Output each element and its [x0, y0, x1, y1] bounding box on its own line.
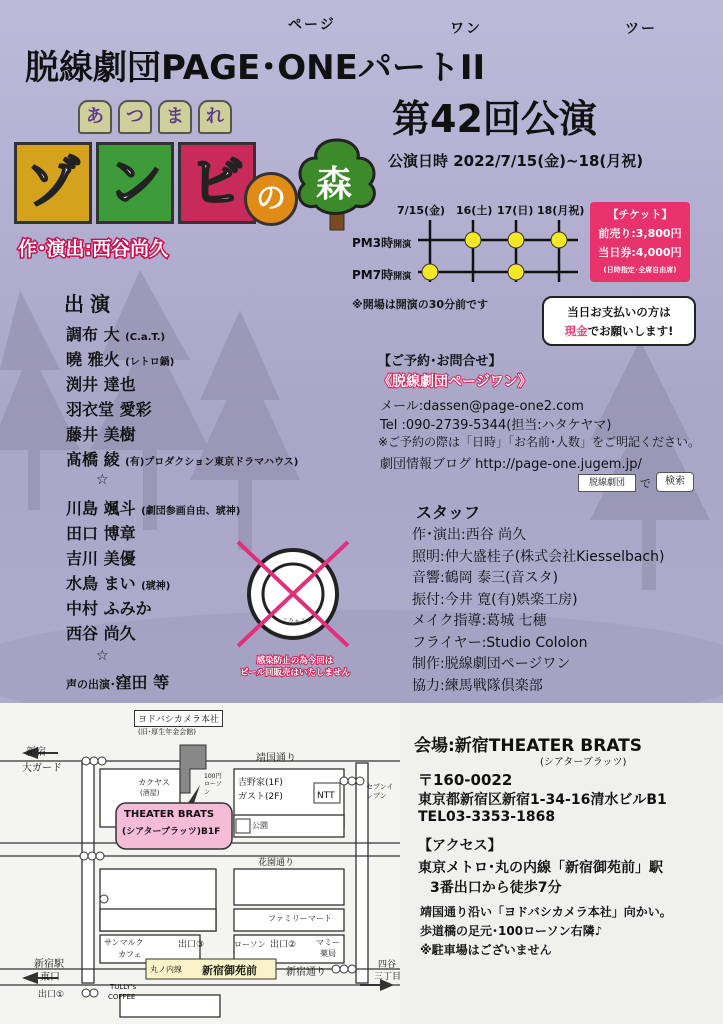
staff-list [412, 524, 664, 696]
map-lawson: ローソン [234, 940, 266, 949]
contact-tel: Tel :090-2739-5344(担当:ハタケヤマ) [380, 418, 612, 433]
cast-name: 渕井 達也 [66, 375, 136, 394]
staff-line: フライヤー:Studio Cololon [412, 634, 588, 651]
cast-member [66, 496, 240, 521]
map-station: 新宿御苑前 [202, 964, 257, 977]
map-block [82, 763, 94, 983]
map-gusto: ガスト(2F) [238, 792, 283, 802]
atsumare-char-1: あ [78, 100, 112, 134]
contact-heading: 【ご予約･お問合せ】 [378, 354, 502, 369]
map-seven: セブンイレブン [366, 783, 394, 800]
beer-caption [236, 654, 354, 678]
voice-label: 声の出演･ [66, 678, 116, 691]
schedule-day-1: 7/15(金) [397, 204, 446, 217]
logo-mori: 森 [316, 164, 353, 205]
star-divider-2: ☆ [96, 648, 109, 664]
map-yotsuya-1: 四谷 [378, 960, 397, 970]
cast-heading: 出演 [64, 292, 116, 316]
pay-line-1: 当日お支払いの方は [567, 305, 671, 319]
parking-note: ※駐車場はございません [420, 943, 552, 957]
map-yoshinoya: 吉野家(1F) [238, 778, 283, 788]
map-hanazono: 花園通り [258, 858, 295, 868]
cast-name: 吉川 美優 [66, 549, 136, 568]
staff-line: 作･演出:西谷 尚久 [412, 527, 527, 543]
ticket-door: 当日券:4,000円 [598, 246, 682, 259]
search-de: で [640, 477, 651, 490]
time-row-2 [352, 264, 411, 283]
ticket-advance: 前売り:3,800円 [598, 227, 682, 240]
cast-affiliation: (レトロ鍋) [125, 357, 175, 368]
map-kakuyasu-sub: (酒屋) [140, 789, 160, 797]
cast-name: 調布 大 [66, 325, 120, 344]
cast-member [66, 621, 240, 646]
map-100yen: 100円ローソン [204, 773, 222, 796]
cast-name: 田口 博章 [66, 524, 136, 543]
map-mammy-sub: 薬局 [320, 949, 336, 958]
poster-bottom [0, 703, 723, 1024]
troupe-title: 脱線劇団PAGE･ONEパートII [25, 48, 486, 88]
cast-member [66, 422, 298, 447]
voice-name: 窪田 等 [115, 673, 170, 692]
pay-cash: 現金 [564, 324, 588, 338]
map-exit2: 出口② [270, 940, 297, 950]
contact-note: ※ご予約の際は「日時」「お名前･人数」をご明記ください。 [378, 435, 701, 449]
cast-member [66, 521, 240, 546]
map-yodobashi: ヨドバシカメラ本社 [134, 710, 223, 727]
cast-affiliation: (劇団参画自由、琥神) [141, 506, 241, 517]
cast-member [66, 372, 298, 397]
slot-17-pm7 [508, 264, 524, 280]
map-saint-marc-sub: カフェ [118, 950, 142, 959]
cast-name: 羽衣堂 愛彩 [66, 400, 152, 419]
atsumare-char-4: れ [198, 100, 232, 134]
cast-member [66, 447, 298, 472]
cast-name: 藤井 美樹 [66, 425, 136, 444]
slot-16-pm3 [465, 232, 481, 248]
logo-block-bi: ビ [178, 142, 256, 224]
time-2-suffix: 開演 [393, 272, 412, 282]
ticket-note: (日時指定･全席自由席) [603, 266, 677, 274]
venue-ruby: (シアターブラッツ) [540, 757, 627, 768]
time-2-hour: PM7時 [352, 268, 394, 282]
map-tullys-sub: COFFEE [108, 993, 136, 1001]
cast-name: 髙橋 綾 [66, 450, 120, 469]
cast-name: 中村 ふみか [66, 599, 152, 618]
cast-member [66, 322, 298, 347]
schedule-grid [418, 218, 588, 288]
staff-line: 音響:鶴岡 泰三(音スタ) [412, 570, 559, 586]
staff-line: 制作:脱線劇団ページワン [412, 656, 571, 672]
cast-affiliation: (C.a.T.) [125, 332, 166, 343]
logo-block-zo: ゾ [14, 142, 92, 224]
ticket-title: 【チケット】 [607, 208, 673, 221]
ruby-page: ページ [288, 17, 336, 33]
cast-member [66, 571, 240, 596]
cast-affiliation: (琥神) [141, 581, 171, 592]
cast-member [66, 596, 240, 621]
beer-stamp-text: こりゃこり [282, 618, 313, 625]
voice-credit [66, 670, 169, 693]
map-yodobashi-sub: (旧･厚生年金会館) [138, 728, 196, 736]
ticket-box [590, 202, 690, 282]
schedule-day-3: 17(日) [497, 204, 534, 217]
beer-stamp-icon [232, 536, 354, 652]
slot-18-pm3 [551, 232, 567, 248]
beer-caption-1: 感染防止の為今回は [256, 656, 334, 666]
map-shinjuku-st-1: 新宿駅 [34, 959, 64, 970]
map-tullys: TULLY's [110, 983, 137, 991]
time-1-hour: PM3時 [352, 236, 394, 250]
atsumare-char-3: ま [158, 100, 192, 134]
map-yotsuya-2: 三丁目 [374, 972, 402, 982]
cast-member [66, 397, 298, 422]
cast-affiliation: (有)プロダクション東京ドラマハウス) [125, 457, 299, 468]
director-credit: 作･演出:西谷尚久 [18, 238, 169, 260]
staff-heading: スタッフ [416, 503, 481, 522]
schedule-dates: 公演日時 2022/7/15(金)~18(月祝) [388, 152, 644, 170]
map-shinjuku-dori: 新宿通り [286, 967, 326, 978]
cast-group-1 [66, 322, 298, 472]
slot-17-pm3 [508, 232, 524, 248]
cast-member [66, 546, 240, 571]
map-park: 公園 [252, 821, 268, 830]
pay-bubble [542, 296, 696, 346]
schedule-day-2: 16(土) [456, 204, 493, 217]
cast-member [66, 347, 298, 372]
map-ntt: NTT [317, 791, 335, 801]
staff-line: 振付:今井 寛(有)娯楽工房) [412, 591, 578, 608]
venue-map [0, 703, 400, 1024]
access-line-2: 3番出口から徒歩7分 [430, 880, 562, 896]
search-query-box[interactable]: 脱線劇団 [578, 474, 636, 492]
access-line-1: 東京メトロ･丸の内線「新宿御苑前」駅 [418, 860, 663, 876]
cast-name: 西谷 尚久 [66, 624, 136, 643]
map-shinjuku-st-2: 東口 [40, 972, 60, 983]
venue-tel: TEL03-3353-1868 [418, 809, 556, 825]
logo-no: の [244, 172, 298, 226]
contact-blog: 劇団情報ブログ http://page-one.jugem.jp/ [380, 457, 642, 472]
slot-15-pm7 [422, 264, 438, 280]
staff-line: 照明:仲大盛桂子(株式会社Kiesselbach) [412, 548, 665, 565]
map-oogado-2: 大ガード [22, 763, 62, 774]
cast-name: 水鳥 まい [66, 574, 136, 593]
map-oogado-1: 新宿 [26, 747, 46, 758]
cast-name: 川島 颯斗 [66, 499, 136, 518]
atsumare-char-2: つ [118, 100, 152, 134]
map-kakuyasu: カクヤス [138, 778, 170, 787]
map-block [234, 869, 344, 905]
schedule-note: ※開場は開演の30分前です [352, 298, 489, 311]
ruby-one: ワン [450, 21, 482, 37]
schedule-day-4: 18(月祝) [537, 204, 585, 217]
map-familymart: ファミリーマート [268, 914, 332, 923]
direction-line-1: 靖国通り沿い「ヨドバシカメラ本社」向かい。 [420, 905, 672, 919]
map-saint-marc: サンマルク [104, 938, 144, 947]
venue-name: 会場:新宿THEATER BRATS [414, 736, 643, 756]
star-divider-1: ☆ [96, 472, 109, 488]
zombie-logo [14, 142, 256, 224]
access-heading: 【アクセス】 [418, 838, 502, 854]
logo-block-n: ン [96, 142, 174, 224]
time-1-suffix: 開演 [393, 240, 412, 250]
map-theater-sub: (シアターブラッツ)B1F [122, 827, 221, 837]
search-button[interactable]: 検索 [656, 472, 694, 492]
beer-caption-2: ビール回販売はいたしません [240, 668, 350, 678]
map-line-badge: 丸ノ内線 [150, 965, 182, 974]
map-mammy: マミー [316, 938, 340, 947]
contact-troupe: 《脱線劇団ページワン》 [378, 374, 532, 390]
staff-line: 協力:練馬戦隊倶楽部 [412, 677, 543, 694]
cast-group-2 [66, 496, 240, 646]
pay-line-2: でお願いします! [587, 324, 674, 338]
map-exit3: 出口③ [178, 940, 205, 950]
contact-email: メール:dassen@page-one2.com [380, 399, 584, 414]
map-theater: THEATER BRATS [124, 809, 215, 820]
time-row-1 [352, 232, 411, 251]
venue-postal: 〒160-0022 [418, 771, 513, 789]
map-exit1: 出口① [38, 990, 65, 1000]
ruby-two: ツー [625, 21, 657, 37]
atsumare-tags [78, 100, 232, 134]
direction-line-2: 歩道橋の足元･100ローソン右隣♪ [420, 924, 603, 938]
performance-number: 第42回公演 [392, 97, 597, 141]
cast-name: 曉 雅火 [66, 350, 120, 369]
venue-address: 東京都新宿区新宿1-34-16清水ビルB1 [418, 792, 667, 808]
map-block [100, 909, 216, 931]
staff-line: メイク指導:葛城 七穂 [412, 613, 547, 629]
map-yasukuni: 靖国通り [256, 753, 296, 764]
